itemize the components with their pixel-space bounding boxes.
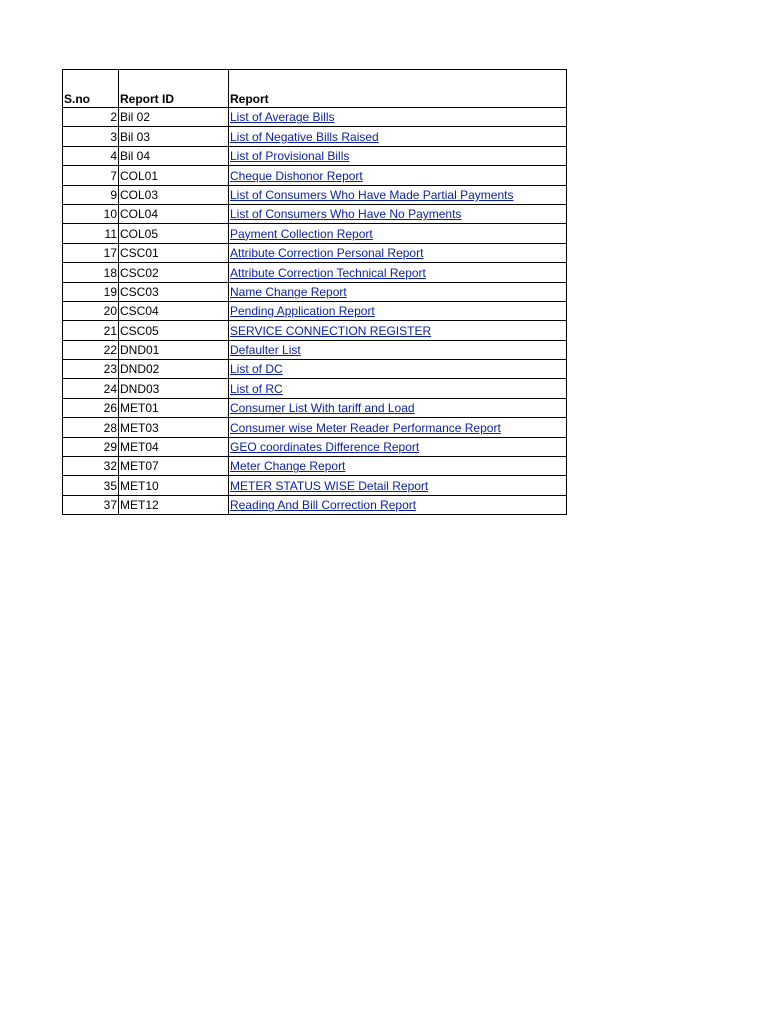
table-row bbox=[63, 476, 567, 495]
report-link[interactable]: METER STATUS WISE Detail Report bbox=[230, 478, 429, 493]
report-id-cell: CSC05 bbox=[119, 321, 229, 340]
sno-cell: 19 bbox=[63, 282, 119, 301]
report-cell bbox=[229, 457, 567, 476]
sno-cell: 24 bbox=[63, 379, 119, 398]
report-link[interactable]: Payment Collection Report bbox=[230, 226, 373, 241]
sno-cell: 28 bbox=[63, 418, 119, 437]
report-id-cell: MET07 bbox=[119, 457, 229, 476]
table-row bbox=[63, 108, 567, 127]
report-cell bbox=[229, 108, 567, 127]
report-id-cell: MET10 bbox=[119, 476, 229, 495]
report-cell bbox=[229, 321, 567, 340]
header-report-id: Report ID bbox=[119, 70, 229, 108]
table-row bbox=[63, 146, 567, 165]
table-row bbox=[63, 204, 567, 223]
report-cell bbox=[229, 437, 567, 456]
table-row bbox=[63, 185, 567, 204]
report-id-cell: DND03 bbox=[119, 379, 229, 398]
header-row bbox=[63, 70, 567, 108]
report-id-cell: CSC01 bbox=[119, 243, 229, 262]
sno-cell: 2 bbox=[63, 108, 119, 127]
report-link[interactable]: Attribute Correction Technical Report bbox=[230, 265, 426, 280]
table-row bbox=[63, 243, 567, 262]
table-row bbox=[63, 360, 567, 379]
report-id-cell: MET12 bbox=[119, 495, 229, 514]
sno-cell: 17 bbox=[63, 243, 119, 262]
report-link[interactable]: Meter Change Report bbox=[230, 459, 346, 474]
report-cell bbox=[229, 185, 567, 204]
sno-cell: 35 bbox=[63, 476, 119, 495]
sno-cell: 18 bbox=[63, 263, 119, 282]
report-link[interactable]: GEO coordinates Difference Report bbox=[230, 440, 420, 455]
table-row bbox=[63, 379, 567, 398]
report-link[interactable]: List of Average Bills bbox=[230, 110, 335, 125]
header-sno: S.no bbox=[63, 70, 119, 108]
report-link[interactable]: Cheque Dishonor Report bbox=[230, 168, 363, 183]
table-row bbox=[63, 495, 567, 514]
sno-cell: 3 bbox=[63, 127, 119, 146]
report-cell bbox=[229, 282, 567, 301]
report-link[interactable]: Attribute Correction Personal Report bbox=[230, 246, 424, 261]
report-cell bbox=[229, 243, 567, 262]
report-cell bbox=[229, 166, 567, 185]
report-link[interactable]: List of Provisional Bills bbox=[230, 149, 350, 164]
sno-cell: 7 bbox=[63, 166, 119, 185]
report-id-cell: DND02 bbox=[119, 360, 229, 379]
sno-cell: 10 bbox=[63, 204, 119, 223]
sno-cell: 32 bbox=[63, 457, 119, 476]
report-cell bbox=[229, 495, 567, 514]
header-report: Report bbox=[229, 70, 567, 108]
table-row bbox=[63, 263, 567, 282]
report-cell bbox=[229, 398, 567, 417]
report-link[interactable]: List of Consumers Who Have Made Partial Payments bbox=[230, 187, 514, 202]
sno-cell: 29 bbox=[63, 437, 119, 456]
sno-cell: 26 bbox=[63, 398, 119, 417]
report-link[interactable]: Name Change Report bbox=[230, 284, 347, 299]
report-link[interactable]: Consumer List With tariff and Load bbox=[230, 401, 415, 416]
report-id-cell: MET04 bbox=[119, 437, 229, 456]
report-link[interactable]: List of DC bbox=[230, 362, 283, 377]
sno-cell: 21 bbox=[63, 321, 119, 340]
report-link[interactable]: List of Negative Bills Raised bbox=[230, 129, 379, 144]
report-cell bbox=[229, 263, 567, 282]
report-cell bbox=[229, 360, 567, 379]
table-row bbox=[63, 127, 567, 146]
report-id-cell: CSC03 bbox=[119, 282, 229, 301]
report-cell bbox=[229, 340, 567, 359]
report-link[interactable]: Reading And Bill Correction Report bbox=[230, 498, 417, 513]
report-cell bbox=[229, 476, 567, 495]
report-id-cell: COL05 bbox=[119, 224, 229, 243]
report-id-cell: MET03 bbox=[119, 418, 229, 437]
sno-cell: 4 bbox=[63, 146, 119, 165]
table-row bbox=[63, 437, 567, 456]
table-row bbox=[63, 224, 567, 243]
report-link[interactable]: Pending Application Report bbox=[230, 304, 375, 319]
report-id-cell: COL03 bbox=[119, 185, 229, 204]
report-id-cell: COL04 bbox=[119, 204, 229, 223]
report-link[interactable]: List of RC bbox=[230, 381, 283, 396]
report-id-cell: Bil 04 bbox=[119, 146, 229, 165]
report-table bbox=[62, 69, 567, 515]
table-row bbox=[63, 321, 567, 340]
report-id-cell: COL01 bbox=[119, 166, 229, 185]
table-row bbox=[63, 398, 567, 417]
table-row bbox=[63, 166, 567, 185]
sno-cell: 9 bbox=[63, 185, 119, 204]
sno-cell: 20 bbox=[63, 301, 119, 320]
sno-cell: 23 bbox=[63, 360, 119, 379]
sno-cell: 22 bbox=[63, 340, 119, 359]
report-cell bbox=[229, 127, 567, 146]
report-cell bbox=[229, 146, 567, 165]
report-id-cell: CSC04 bbox=[119, 301, 229, 320]
table-row bbox=[63, 457, 567, 476]
table-row bbox=[63, 418, 567, 437]
report-id-cell: DND01 bbox=[119, 340, 229, 359]
report-cell bbox=[229, 224, 567, 243]
report-link[interactable]: Consumer wise Meter Reader Performance Report bbox=[230, 420, 501, 435]
table-row bbox=[63, 340, 567, 359]
report-id-cell: Bil 02 bbox=[119, 108, 229, 127]
report-cell bbox=[229, 204, 567, 223]
sno-cell: 37 bbox=[63, 495, 119, 514]
report-cell bbox=[229, 379, 567, 398]
report-link[interactable]: List of Consumers Who Have No Payments bbox=[230, 207, 462, 222]
sno-cell: 11 bbox=[63, 224, 119, 243]
table-row bbox=[63, 301, 567, 320]
report-link[interactable]: SERVICE CONNECTION REGISTER bbox=[230, 323, 432, 338]
report-id-cell: CSC02 bbox=[119, 263, 229, 282]
table-row bbox=[63, 282, 567, 301]
report-id-cell: MET01 bbox=[119, 398, 229, 417]
report-link[interactable]: Defaulter List bbox=[230, 343, 301, 358]
table-body bbox=[63, 108, 567, 515]
report-cell bbox=[229, 301, 567, 320]
report-cell bbox=[229, 418, 567, 437]
report-id-cell: Bil 03 bbox=[119, 127, 229, 146]
